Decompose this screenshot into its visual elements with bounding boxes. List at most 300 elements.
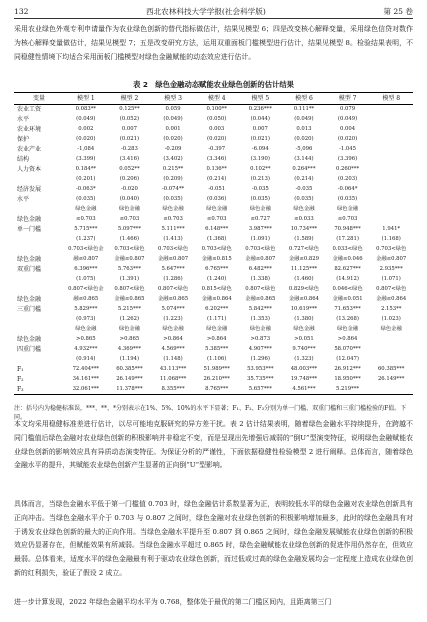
- table-cell: (1.391): [119, 276, 140, 282]
- table-cell: 71.653***: [334, 306, 361, 312]
- table-cell: 0.807<绿色: [245, 286, 276, 292]
- table-cell-empty: [369, 135, 413, 145]
- table-cell: (1.368): [207, 236, 227, 242]
- table-cell: >0.865: [76, 336, 96, 342]
- row-label: 水平: [17, 116, 30, 123]
- table-cell: 26.912***: [334, 366, 361, 372]
- table-cell: (0.214): [207, 176, 227, 182]
- row-label: [14, 235, 64, 245]
- row-label: [14, 175, 64, 185]
- table-cell: 0.215**: [162, 166, 184, 172]
- table-cell: (0.035): [294, 196, 314, 202]
- table-row: [14, 165, 413, 175]
- table-cell: 5.842***: [248, 306, 272, 312]
- table-cell: 8.765***: [195, 385, 239, 395]
- table-cell: (1.148): [163, 356, 183, 362]
- table-cell: 绿色金融: [75, 326, 97, 332]
- table-cell: 26.149***: [377, 376, 405, 382]
- table-cell: 19.748***: [290, 376, 318, 382]
- table-cell: 金融≤0.865: [114, 296, 145, 302]
- table-cell: (0.049): [337, 116, 358, 122]
- table-cell: (1.353): [250, 316, 270, 322]
- table-cell: 72.404***: [72, 366, 100, 372]
- table-cell: (1.223): [163, 316, 183, 322]
- table-cell: 43.113***: [159, 366, 187, 372]
- table-cell: 0.083**: [75, 106, 97, 113]
- table-cell: (3.346): [207, 156, 227, 162]
- table-cell: (0.035): [250, 196, 270, 202]
- table-cell-empty: [369, 195, 413, 205]
- table: [14, 92, 413, 395]
- table-cell-empty: [369, 355, 413, 365]
- row-label: [14, 205, 64, 215]
- row-label: 经济发展: [17, 186, 42, 193]
- table-cell: 9.740***: [292, 346, 316, 352]
- table-cell: (0.020): [76, 136, 96, 142]
- table-cell: (3.396): [337, 156, 358, 162]
- table-cell: 6.396***: [74, 266, 98, 272]
- table-row: [14, 275, 413, 285]
- table-cell: 0.703<绿色: [157, 246, 189, 252]
- table-cell: (0.213): [250, 176, 270, 182]
- table-row: [14, 375, 413, 385]
- table-cell: 5.097***: [117, 226, 141, 232]
- table-cell: ≤0.703: [119, 216, 140, 222]
- table-row: [14, 365, 413, 375]
- table-cell: 绿色金融: [162, 206, 184, 212]
- table-cell: (0.035): [163, 196, 183, 202]
- table-cell: 0.829<绿色: [288, 286, 320, 292]
- table-cell: >0.873: [250, 336, 271, 342]
- table-row: [14, 285, 413, 295]
- table-cell: (1.589): [294, 236, 314, 242]
- row-label: 绿色金融: [17, 256, 42, 263]
- table-row: [14, 155, 413, 165]
- table-cell: 0.807<绿色: [114, 286, 145, 292]
- table-cell: (0.044): [250, 116, 270, 122]
- table-cell: 51.989***: [203, 366, 230, 372]
- table-cell: (3.402): [163, 156, 183, 162]
- row-label: 绿色金融: [17, 216, 42, 223]
- table-cell: -0.397: [208, 146, 226, 152]
- table-cell: (0.049): [163, 116, 183, 122]
- table-cell: (14.912): [336, 276, 359, 282]
- table-cell: 58.070***: [334, 346, 361, 352]
- table-cell: 0.815<绿色: [201, 286, 232, 292]
- table-cell: 6.482***: [248, 266, 272, 272]
- row-label: [14, 285, 64, 295]
- table-cell: 0.052**: [119, 166, 140, 172]
- table-cell: >0.051: [294, 336, 314, 342]
- table-row: [14, 115, 413, 125]
- table-cell: -0.035: [295, 186, 313, 192]
- table-cell: 金融≤0.807: [376, 256, 407, 262]
- table-cell: (1.106): [207, 356, 227, 362]
- table-cell: (1.323): [294, 356, 314, 362]
- table-cell: 2.153**: [380, 306, 402, 312]
- table-cell: 0.136**: [206, 166, 227, 172]
- table-cell: (3.144): [294, 156, 314, 162]
- table-row: [14, 305, 413, 315]
- table-row: [14, 315, 413, 325]
- row-label: [14, 245, 64, 255]
- table-cell: 5.715***: [74, 226, 98, 232]
- table-cell: (1.460): [294, 276, 314, 282]
- column-header: 模型 6: [282, 93, 326, 105]
- row-label: [14, 325, 64, 335]
- table-cell: (0.035): [337, 196, 358, 202]
- table-cell: 绿色金融: [162, 326, 184, 332]
- table-cell: (12.047): [336, 356, 359, 362]
- table-cell: 0.264***: [292, 166, 316, 172]
- row-label: 农业产业: [17, 146, 42, 153]
- table-cell: 0.001: [165, 126, 181, 132]
- table-row: [14, 355, 413, 365]
- row-label: 双重门槛: [17, 266, 42, 273]
- table-cell: 金融≤0.864: [376, 296, 407, 302]
- table-cell: 48.003***: [290, 366, 318, 372]
- column-header: 模型 7: [326, 93, 370, 105]
- table-cell: 5.385***: [205, 346, 229, 352]
- table-cell: 绿色金融: [75, 206, 97, 212]
- table-cell: 10.619***: [290, 306, 318, 312]
- row-label: 农业工资: [17, 106, 42, 114]
- table-cell: (1.338): [250, 276, 270, 282]
- row-label: 人力资本: [17, 166, 42, 173]
- table-header-row: [14, 93, 413, 105]
- table-cell: (0.035): [76, 196, 96, 202]
- table-cell: 0.004: [339, 126, 356, 132]
- row-label: F₁: [17, 366, 24, 373]
- table-cell: 0.260***: [336, 166, 360, 172]
- table-cell: (1.380): [294, 316, 314, 322]
- table-cell: 0.807<绿色: [376, 286, 407, 292]
- table-cell: 1.941*: [382, 226, 401, 232]
- table-row: [14, 135, 413, 145]
- table-cell: 5.763***: [117, 266, 141, 272]
- table-cell: 绿色金融: [293, 206, 315, 212]
- table-row: [14, 335, 413, 345]
- table-row: [14, 245, 413, 255]
- table-row: [14, 265, 413, 275]
- table-cell: >0.864: [163, 336, 183, 342]
- row-label: F₃: [14, 385, 64, 395]
- table-cell-empty: [369, 115, 413, 125]
- table-row: [14, 295, 413, 305]
- row-label: 单一门槛: [17, 226, 42, 233]
- table-cell: (1.168): [381, 236, 401, 242]
- table-cell: 4.369***: [117, 346, 141, 352]
- table-cell: -0.064*: [337, 186, 358, 192]
- table-cell: 70.948***: [334, 226, 361, 232]
- table-cell: 绿色金融: [293, 326, 315, 332]
- table-cell: (0.201): [76, 176, 96, 182]
- column-header: 模型 3: [151, 93, 195, 105]
- table-cell: 金融≤0.815: [201, 256, 232, 262]
- row-label: 绿色金融: [17, 296, 42, 303]
- row-label: 绿色金融: [17, 336, 42, 343]
- table-cell: 0.807<绿色: [157, 286, 189, 292]
- table-cell-empty: [369, 205, 413, 215]
- table-cell: (17.281): [336, 236, 359, 242]
- table-cell: (0.049): [294, 116, 314, 122]
- table-cell: (0.050): [207, 116, 227, 122]
- table-cell: >0.865: [119, 336, 140, 342]
- table-cell-empty: [369, 345, 413, 355]
- row-label: [14, 355, 64, 365]
- table-cell: (1.091): [250, 236, 270, 242]
- table-cell: -5,096: [295, 146, 313, 152]
- table-cell: (0.020): [337, 136, 358, 142]
- table-cell: 0.727<绿色: [288, 246, 320, 252]
- table-cell: (1.194): [119, 356, 140, 362]
- table-cell: (1.240): [207, 276, 227, 282]
- table-cell: (3.190): [250, 156, 270, 162]
- table-row: [14, 255, 413, 265]
- table-cell: 0.703<绿色: [201, 246, 232, 252]
- table-cell: -0.074**: [161, 186, 185, 192]
- table-cell: (3.416): [119, 156, 140, 162]
- column-header: 模型 8: [369, 93, 413, 105]
- row-label: 四重门槛: [17, 346, 42, 353]
- row-label: 水平: [17, 196, 30, 203]
- table-cell: (1.262): [119, 316, 140, 322]
- table-cell: 金融≤0.865: [245, 296, 276, 302]
- table-cell: 0.102**: [250, 166, 271, 172]
- table-body: [14, 105, 413, 395]
- table-cell: 金融≤0.807: [114, 256, 145, 262]
- table-cell: (0.021): [250, 136, 270, 142]
- row-label: 农业环境: [17, 126, 42, 133]
- table-cell: 5.215***: [117, 306, 141, 312]
- table-cell: 0.007: [252, 126, 268, 132]
- table-cell: 5.647***: [161, 266, 185, 272]
- table-cell: 绿色金融: [336, 326, 359, 332]
- table-cell: 金融≤0.807: [245, 256, 276, 262]
- table-note: 注：括号内为稳健标准误，***、**、*分别表示在1%、5%、10%的水平下显著；F₁、F₂、F₃分别为单一门槛、双重门槛和三重门槛检验的F值。下同。: [14, 405, 407, 421]
- table-cell: (0.206): [119, 176, 140, 182]
- table-cell: 0.007: [121, 126, 138, 132]
- body-paragraph-2: 具体而言，当绿色金融水平低于第一门槛值 0.703 时，绿色金融估计系数显著为正，表明较低水平的绿色金融对农业绿色创新具有正向冲击。当绿色金融水平介于 0.703 与 0.807 之间时，绿色金融对农业绿色创新的积极影响增加最多，此时的绿色金融具有对于诱发农业绿色创新的最大的正向作用。当绿色金融水平提升至 0.807 到 0.865 之间时，绿色金融发展赋能农业绿色创新的积极效应仍显著存在，但赋能效果有所减弱。当绿色金融水平超过 0.865 时，绿色金融赋能农业绿色创新的促进作用仍然存在，但效应最弱。总体看来，适度水平的绿色金融最有利于驱动农业绿色创新，而过低或过高的绿色金融发展均会一定程度上造成农业绿色创新的红利损失，验证了假设 2 成立。: [14, 500, 413, 577]
- table-cell: 金融≤0.865: [157, 296, 189, 302]
- table-cell: (1.296): [250, 356, 270, 362]
- table-cell-empty: [369, 185, 413, 195]
- row-label: F₂: [17, 376, 24, 383]
- table-cell: -0.020: [120, 186, 138, 192]
- table-cell: 融≤0.865: [73, 296, 99, 302]
- results-table: [14, 92, 413, 395]
- table-cell: 4.569***: [161, 346, 185, 352]
- table-row: [14, 325, 413, 335]
- table-row: [14, 235, 413, 245]
- table-cell: 0.100**: [206, 106, 227, 113]
- table-cell: 金融≤0.807: [157, 256, 189, 262]
- table-cell: -0.209: [164, 146, 182, 152]
- table-cell: (1.075): [76, 276, 96, 282]
- table-row: [14, 225, 413, 235]
- table-cell: ≤0.703: [337, 216, 358, 222]
- table-row: [14, 385, 413, 395]
- table-cell: -0.283: [120, 146, 138, 152]
- table-cell: 34.161***: [72, 376, 100, 382]
- column-header: 变量: [14, 93, 64, 105]
- table-cell: 8.355***: [151, 385, 195, 395]
- table-cell: (0.040): [119, 196, 140, 202]
- table-cell: 5.074***: [161, 306, 185, 312]
- table-cell: (0.020): [163, 136, 183, 142]
- table-cell: 0.079: [339, 106, 356, 113]
- table-cell: 4.561***: [282, 385, 326, 395]
- table-caption: 表 2 绿色金融动态赋能农业绿色创新的估计结果: [133, 80, 294, 89]
- table-cell-empty: [369, 335, 413, 345]
- table-cell: (0.914): [76, 356, 96, 362]
- table-cell: 金融≤0.829: [288, 256, 320, 262]
- table-cell: 0.184**: [75, 166, 97, 172]
- table-cell: 绿色金融: [206, 326, 228, 332]
- table-cell: 0.059: [165, 106, 181, 113]
- table-cell: 5.657***: [239, 385, 283, 395]
- table-cell: 6.202***: [205, 306, 229, 312]
- row-label: [14, 315, 64, 325]
- table-cell: (0.973): [76, 316, 96, 322]
- column-header: 模型 1: [64, 93, 108, 105]
- table-cell: (0.036): [207, 196, 227, 202]
- table-cell: 11.125***: [290, 266, 318, 272]
- table-cell-empty: [369, 175, 413, 185]
- row-label: 三重门槛: [17, 306, 42, 313]
- table-cell: 4.932***: [74, 346, 98, 352]
- table-cell: 26.149***: [116, 376, 143, 382]
- journal-name: 西北农林科技大学学报(社会科学版): [145, 6, 266, 16]
- table-cell: 0.236***: [248, 106, 272, 113]
- table-cell: 11.068***: [159, 376, 187, 382]
- table-cell: 绿色金融: [249, 326, 271, 332]
- table-cell: 0.002: [78, 126, 94, 132]
- table-cell: 53.953***: [247, 366, 274, 372]
- table-cell: 35.735***: [247, 376, 274, 382]
- table-cell: 5.219***: [326, 385, 370, 395]
- table-cell: 金融≤0.046: [332, 256, 363, 262]
- table-cell: -0.063*: [76, 186, 96, 192]
- table-cell: 绿色金融: [118, 326, 141, 332]
- table-row: [14, 345, 413, 355]
- table-cell: 0.807<绿色金: [68, 286, 104, 292]
- table-cell: ≤0.703: [163, 216, 183, 222]
- volume-label: 第 25 卷: [383, 6, 413, 16]
- table-cell: 0.013: [296, 126, 312, 132]
- table-cell: 绿色金融: [118, 206, 141, 212]
- column-header: 模型 2: [108, 93, 152, 105]
- table-cell-empty: [369, 155, 413, 165]
- table-cell: (1.171): [207, 316, 227, 322]
- table-cell: 2.935***: [379, 266, 403, 272]
- table-cell: (1.286): [163, 276, 183, 282]
- table-cell: 60.385***: [116, 366, 143, 372]
- table-cell: 融≤0.807: [73, 256, 99, 262]
- table-cell: 0.046<绿色: [332, 286, 363, 292]
- table-cell-empty: [369, 215, 413, 225]
- table-cell: 6.765***: [205, 266, 229, 272]
- table-cell: -6.094: [251, 146, 269, 152]
- table-row: [14, 145, 413, 155]
- page-number: 132: [14, 6, 29, 16]
- table-cell: (3.399): [76, 156, 96, 162]
- table-cell: 金融≤0.864: [288, 296, 320, 302]
- table-cell: ≤0.703: [206, 216, 227, 222]
- table-cell: (0.021): [119, 136, 140, 142]
- table-cell: 32.061***: [64, 385, 108, 395]
- running-header: [14, 5, 413, 17]
- table-cell: 0.003: [209, 126, 225, 132]
- table-cell: (0.209): [163, 176, 183, 182]
- table-cell: (1.023): [381, 316, 401, 322]
- column-header: 模型 4: [195, 93, 239, 105]
- table-cell: (0.049): [76, 116, 96, 122]
- table-cell: (0.020): [294, 136, 314, 142]
- body-paragraph-3: 进一步计算发现，2022 年绿色金融平均水平为 0.768，整体处于最优的第二门槛区间内，且距离第三门: [14, 598, 332, 606]
- table-cell: 5.829***: [74, 306, 98, 312]
- table-cell: 10.734***: [290, 226, 318, 232]
- table-cell: ≤0.727: [250, 216, 271, 222]
- table-cell-empty: [369, 165, 413, 175]
- row-label: 结构: [17, 156, 30, 163]
- column-header: 模型 5: [239, 93, 283, 105]
- table-cell: 0.703<绿色: [114, 246, 145, 252]
- table-cell: 26.210***: [203, 376, 230, 382]
- table-cell: 金融≤0.051: [332, 296, 363, 302]
- table-cell: [369, 385, 413, 395]
- table-cell-empty: [369, 145, 413, 155]
- table-cell: 金融≤0.864: [201, 296, 232, 302]
- header-rule: [14, 18, 413, 19]
- table-cell: 6.148***: [205, 226, 229, 232]
- table-cell: (0.052): [119, 116, 140, 122]
- table-cell: 0.125**: [119, 106, 140, 113]
- table-cell: 60.385***: [377, 366, 405, 372]
- table-row: [14, 105, 413, 115]
- table-cell: (13.268): [336, 316, 359, 322]
- table-cell: 0.703<绿色: [376, 246, 407, 252]
- table-cell: -0.035: [251, 186, 269, 192]
- table-cell: (0.020): [207, 136, 227, 142]
- table-cell-empty: [369, 125, 413, 135]
- table-cell: 绿色金融: [380, 326, 402, 332]
- table-cell: 0.111**: [293, 106, 315, 113]
- table-cell: 0.033<绿色: [332, 246, 363, 252]
- row-label: [14, 275, 64, 285]
- table-cell: 5.111***: [161, 226, 185, 232]
- table-cell: 82.627***: [334, 266, 361, 272]
- table-cell-empty: [369, 105, 413, 115]
- table-cell: 0.703<绿色金: [68, 246, 104, 252]
- table-cell: 3.987***: [248, 226, 272, 232]
- table-row: [14, 195, 413, 205]
- table-cell: >0.864: [337, 336, 358, 342]
- table-row: [14, 185, 413, 195]
- intro-paragraph: 采用农业绿色外观专利申请量作为农业绿色创新的替代指标做估计，结果见模型 6；四是改变核心解释变量，采用绿色信贷对数作为核心解释变量做估计，结果见模型 7；五是改变研究方法，运用双重面板门槛模型进行估计，结果见模型 8。检验结果表明，不同稳健性情境下均适合采用面板门槛模型对绿色金融赋能的动态效应进行估计。: [14, 25, 413, 61]
- table-cell: ≤0.033: [294, 216, 314, 222]
- table-cell: (1.237): [76, 236, 96, 242]
- table-cell: 0.703<绿色: [245, 246, 276, 252]
- table-cell: 11.378***: [108, 385, 152, 395]
- row-label: 保护: [17, 136, 30, 143]
- table-cell: (0.214): [294, 176, 314, 182]
- table-cell: (1.413): [163, 236, 183, 242]
- table-cell: -0.051: [208, 186, 226, 192]
- table-cell: 4.907***: [248, 346, 272, 352]
- table-cell: (1.071): [381, 276, 401, 282]
- table-cell: ≤0.703: [76, 216, 96, 222]
